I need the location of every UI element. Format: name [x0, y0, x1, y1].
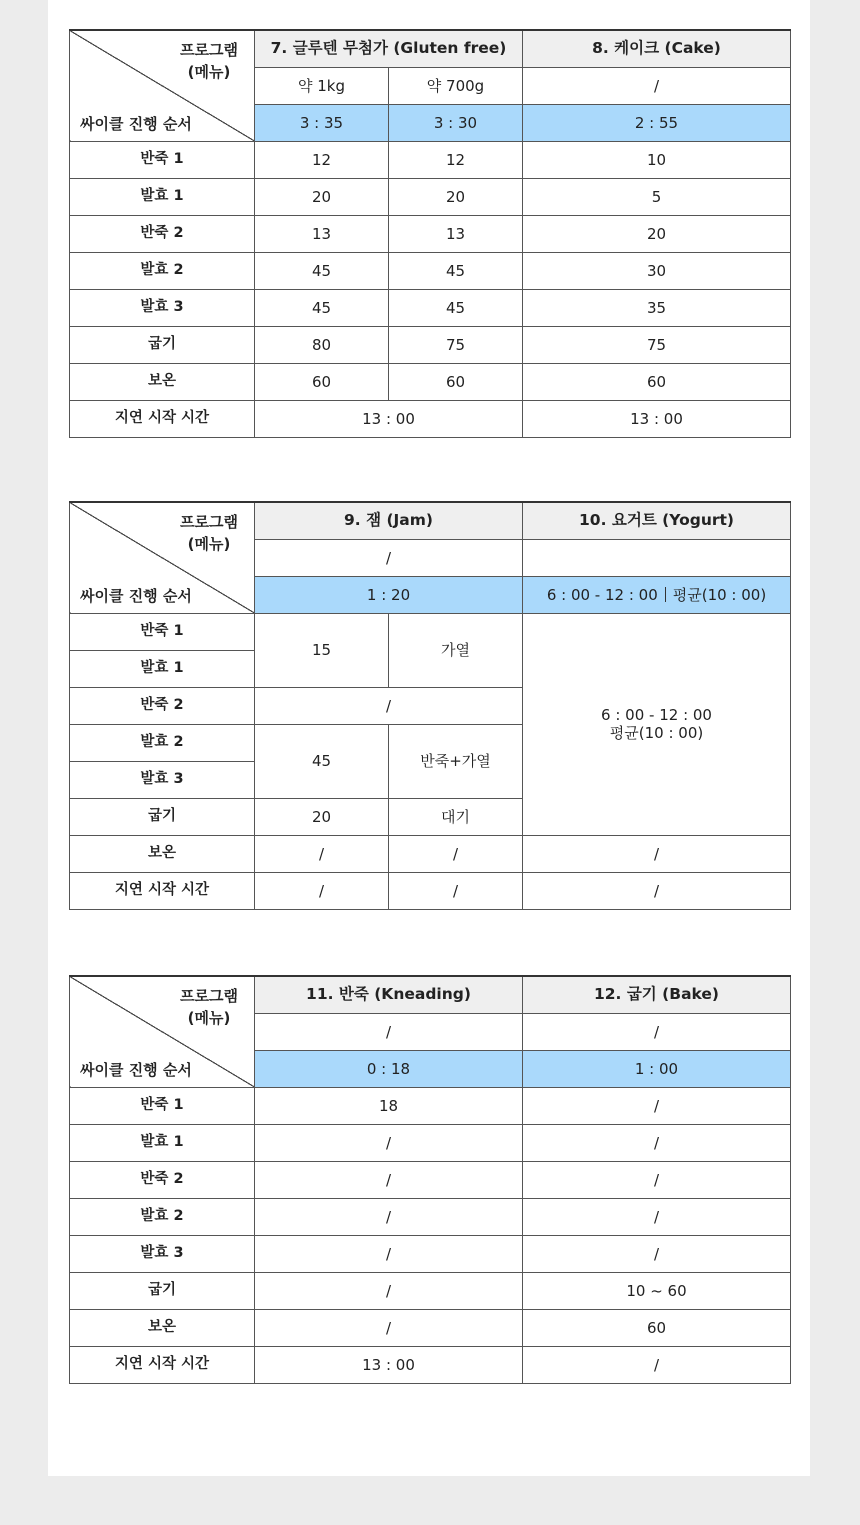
- table-cell: 60: [389, 363, 523, 400]
- table-cell: 13 : 00: [523, 400, 791, 437]
- table-cell: /: [255, 835, 389, 872]
- table-cell: 20: [255, 178, 389, 215]
- total-time-cell: 1 : 20: [255, 576, 523, 613]
- table-cell: 13 : 00: [255, 1346, 523, 1383]
- table-cell: 가열: [389, 613, 523, 687]
- row-label: 발효 3: [70, 289, 255, 326]
- total-time-cell: 0 : 18: [255, 1050, 523, 1087]
- row-label: 발효 3: [70, 1235, 255, 1272]
- table-row: [70, 400, 791, 437]
- table-row: [70, 178, 791, 215]
- table-cell: 45: [389, 289, 523, 326]
- table-cell: /: [255, 1309, 523, 1346]
- row-label: 지연 시작 시간: [70, 1346, 255, 1383]
- table-cell: 15: [255, 613, 389, 687]
- program-header-kneading: 11. 반죽 (Kneading): [255, 976, 523, 1013]
- weight-cell: /: [255, 1013, 523, 1050]
- row-label: 발효 2: [70, 1198, 255, 1235]
- table-cell: /: [523, 1161, 791, 1198]
- weight-cell: 약 700g: [389, 67, 523, 104]
- table-cell: 35: [523, 289, 791, 326]
- table-cell: /: [255, 1198, 523, 1235]
- row-label: 반죽 2: [70, 1161, 255, 1198]
- row-label: 발효 2: [70, 724, 255, 761]
- row-label: 보온: [70, 1309, 255, 1346]
- table-row: [70, 1124, 791, 1161]
- table-cell: 60: [255, 363, 389, 400]
- row-label: 발효 1: [70, 650, 255, 687]
- row-label: 굽기: [70, 326, 255, 363]
- corner-menu-label: (메뉴): [187, 63, 231, 81]
- table-cell: 12: [389, 141, 523, 178]
- row-label: 반죽 2: [70, 215, 255, 252]
- program-header-yogurt: 10. 요거트 (Yogurt): [523, 502, 791, 539]
- table-cell: 80: [255, 326, 389, 363]
- program-header-cake: 8. 케이크 (Cake): [523, 30, 791, 67]
- table-row: [70, 1346, 791, 1383]
- row-label: 지연 시작 시간: [70, 400, 255, 437]
- table-row: [70, 872, 791, 909]
- table-cell: 45: [255, 289, 389, 326]
- row-label: 반죽 2: [70, 687, 255, 724]
- table-cell: /: [255, 872, 389, 909]
- weight-cell: [523, 539, 791, 576]
- yogurt-cycle-average: 평균(10 : 00): [609, 724, 704, 742]
- table-cell: /: [389, 872, 523, 909]
- yogurt-cycle-range: 6 : 00 - 12 : 00: [601, 706, 712, 724]
- table-cell: 20: [523, 215, 791, 252]
- program-table-kneading-bake: [69, 975, 791, 1384]
- table-cell: 60: [523, 363, 791, 400]
- table-cell: 10: [523, 141, 791, 178]
- table-cell: /: [255, 1161, 523, 1198]
- table-cell: /: [523, 1346, 791, 1383]
- corner-program-label: 프로그램: [180, 41, 238, 59]
- weight-cell: /: [523, 67, 791, 104]
- table-row: [70, 1161, 791, 1198]
- corner-cycle-label: 싸이클 진행 순서: [80, 1060, 192, 1079]
- row-label: 굽기: [70, 798, 255, 835]
- program-header-jam: 9. 잼 (Jam): [255, 502, 523, 539]
- table-cell: 13 : 00: [255, 400, 523, 437]
- table-cell: 18: [255, 1087, 523, 1124]
- table-cell: 20: [255, 798, 389, 835]
- table-cell: 대기: [389, 798, 523, 835]
- program-header-bake: 12. 굽기 (Bake): [523, 976, 791, 1013]
- corner-cycle-label: 싸이클 진행 순서: [80, 114, 192, 133]
- corner-menu-label: (메뉴): [187, 535, 231, 553]
- total-time-cell: 2 : 55: [523, 104, 791, 141]
- table-cell: 13: [255, 215, 389, 252]
- table-row: [70, 326, 791, 363]
- program-table-jam-yogurt: [69, 501, 791, 910]
- separator-bar: [665, 587, 666, 602]
- row-label: 발효 3: [70, 761, 255, 798]
- table-cell: /: [523, 835, 791, 872]
- table-row: [70, 1272, 791, 1309]
- table-cell: 30: [523, 252, 791, 289]
- table-cell: 10 ~ 60: [523, 1272, 791, 1309]
- program-table-gluten-free-cake: [69, 29, 791, 438]
- weight-cell: /: [255, 539, 523, 576]
- total-time-cell: [523, 576, 791, 613]
- yogurt-time-range: 6 : 00 - 12 : 00: [546, 585, 658, 604]
- table-cell: /: [523, 1124, 791, 1161]
- yogurt-cycle-cell: [523, 613, 791, 835]
- weight-cell: /: [523, 1013, 791, 1050]
- table-cell: /: [523, 1235, 791, 1272]
- row-label: 굽기: [70, 1272, 255, 1309]
- row-label: 보온: [70, 835, 255, 872]
- table-cell: 75: [389, 326, 523, 363]
- weight-cell: 약 1kg: [255, 67, 389, 104]
- row-label: 반죽 1: [70, 613, 255, 650]
- row-label: 발효 1: [70, 178, 255, 215]
- total-time-cell: 1 : 00: [523, 1050, 791, 1087]
- document-sheet: [48, 0, 810, 1476]
- corner-cycle-label: 싸이클 진행 순서: [80, 586, 192, 605]
- table-cell: 20: [389, 178, 523, 215]
- table-row: [70, 835, 791, 872]
- table-corner-header: [70, 502, 255, 613]
- table-cell: /: [255, 687, 523, 724]
- table-cell: 45: [389, 252, 523, 289]
- yogurt-time-average: 평균(10 : 00): [672, 585, 767, 604]
- table-row: [70, 1198, 791, 1235]
- table-cell: 반죽+가열: [389, 724, 523, 798]
- total-time-cell: 3 : 30: [389, 104, 523, 141]
- row-label: 보온: [70, 363, 255, 400]
- row-label: 발효 2: [70, 252, 255, 289]
- table-row: [70, 215, 791, 252]
- corner-program-label: 프로그램: [180, 987, 238, 1005]
- table-cell: 5: [523, 178, 791, 215]
- table-row: [70, 1309, 791, 1346]
- table-corner-header: [70, 976, 255, 1087]
- table-row: [70, 289, 791, 326]
- program-header-gluten-free: 7. 글루텐 무첨가 (Gluten free): [255, 30, 523, 67]
- table-row: [70, 1235, 791, 1272]
- table-row: [70, 141, 791, 178]
- row-label: 반죽 1: [70, 141, 255, 178]
- table-cell: /: [255, 1124, 523, 1161]
- table-row: [70, 613, 791, 650]
- table-cell: 60: [523, 1309, 791, 1346]
- row-label: 지연 시작 시간: [70, 872, 255, 909]
- table-cell: /: [523, 872, 791, 909]
- table-row: [70, 363, 791, 400]
- corner-program-label: 프로그램: [180, 513, 238, 531]
- total-time-cell: 3 : 35: [255, 104, 389, 141]
- table-cell: /: [255, 1272, 523, 1309]
- table-cell: 45: [255, 252, 389, 289]
- table-cell: /: [255, 1235, 523, 1272]
- row-label: 발효 1: [70, 1124, 255, 1161]
- table-cell: 12: [255, 141, 389, 178]
- table-corner-header: [70, 30, 255, 141]
- corner-menu-label: (메뉴): [187, 1009, 231, 1027]
- table-row: [70, 252, 791, 289]
- table-cell: 45: [255, 724, 389, 798]
- table-row: [70, 1087, 791, 1124]
- table-cell: /: [523, 1198, 791, 1235]
- table-cell: /: [523, 1087, 791, 1124]
- row-label: 반죽 1: [70, 1087, 255, 1124]
- table-cell: 13: [389, 215, 523, 252]
- table-cell: /: [389, 835, 523, 872]
- table-cell: 75: [523, 326, 791, 363]
